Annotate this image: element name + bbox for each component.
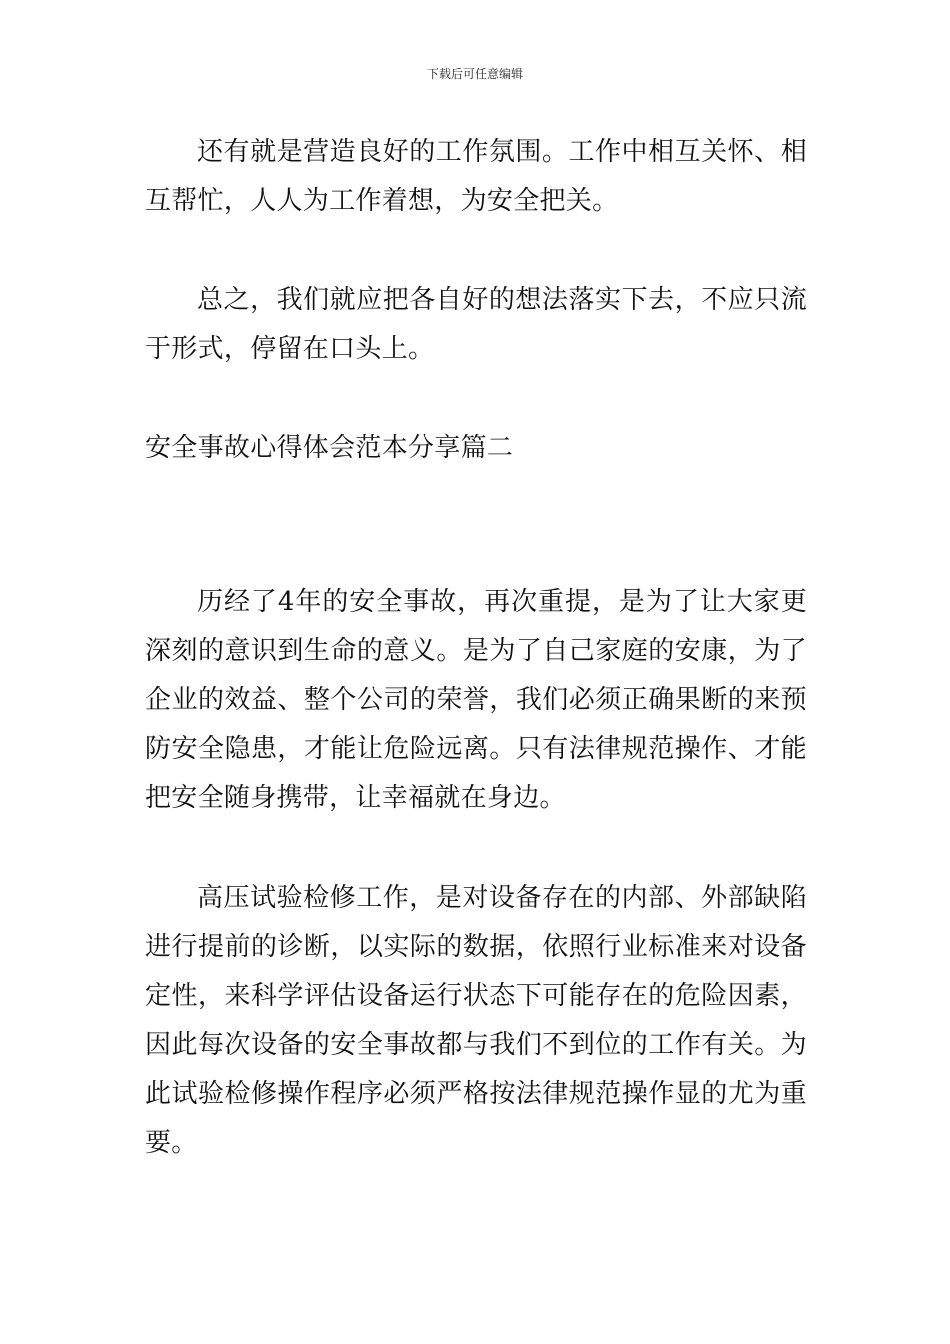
paragraph-work-atmosphere: 还有就是营造良好的工作氛围。工作中相互关怀、相互帮忙，人人为工作着想，为安全把关。 [145,137,807,216]
paragraph-safety-awareness: 历经了4年的安全事故，再次重提，是为了让大家更深刻的意识到生命的意义。是为了自己家庭的安康，为了企业的效益、整个公司的荣誉，我们必须正确果断的来预防安全隐患，才能让危险远离。只有法律规范操作、才能把安全随身携带，让幸福就在身边。 [145,587,807,813]
section-heading: 安全事故心得体会范本分享篇二 [145,433,514,463]
paragraph-high-voltage-testing: 高压试验检修工作，是对设备存在的内部、外部缺陷进行提前的诊断，以实际的数据，依照行业标准来对设备定性，来科学评估设备运行状态下可能存在的危险因素，因此每次设备的安全事故都与我们不到位的工作有关。为此试验检修操作程序必须严格按法律规范操作显的尤为重要。 [145,883,807,1158]
page-header-note: 下载后可任意编辑 [426,67,523,81]
paragraph-conclusion: 总之，我们就应把各自好的想法落实下去，不应只流于形式，停留在口头上。 [145,285,807,364]
